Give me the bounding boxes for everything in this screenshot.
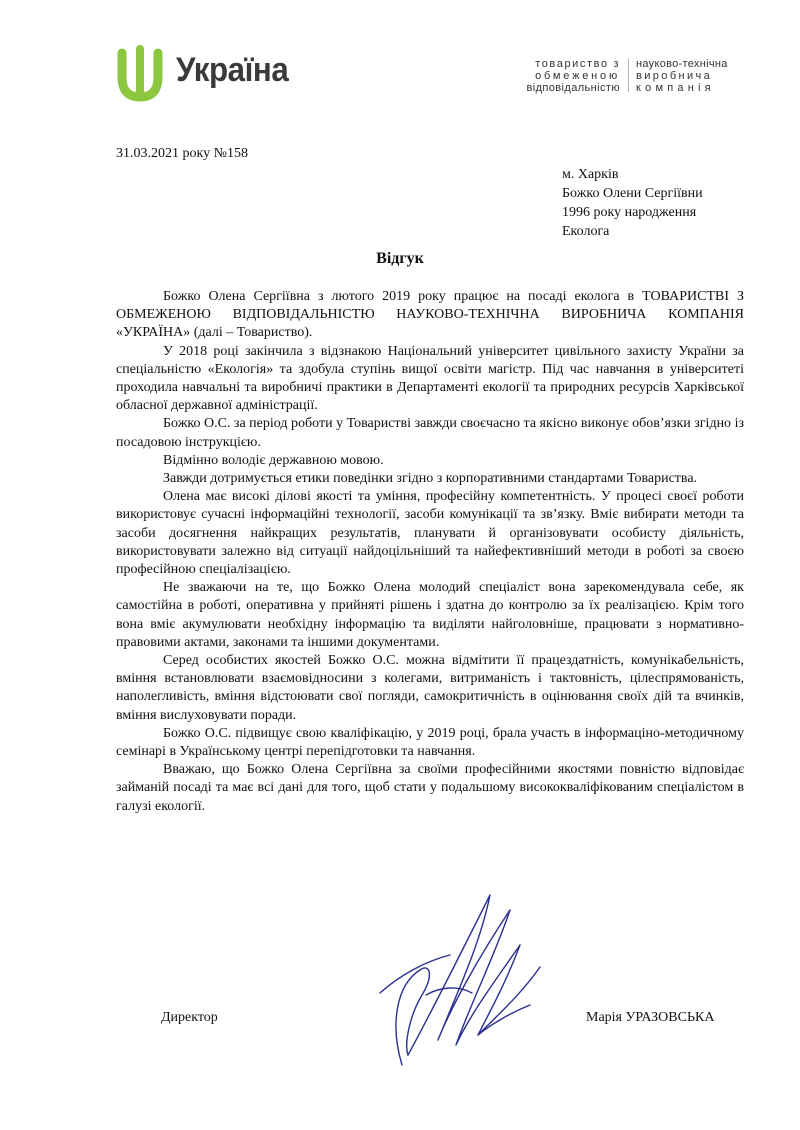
company-right-line: компанія [636,82,715,94]
body-paragraph: Божко Олена Сергіївна з лютого 2019 року працює на посаді еколога в ТОВАРИСТВІ З ОБМЕЖЕНОЮ ВІДПОВІДАЛЬНІСТЮ НАУКОВО-ТЕХНІЧНА ВИРОБНИЧА КОМПАНІЯ «УКРАЇНА» (далі – Товариство). [116,289,744,341]
body-paragraph: Серед особистих якостей Божко О.С. можна відмітити її працездатність, комунікабельність, вміння встановлювати взаємовідносини з колегами, витриманість і тактовність, цілеспрямованість, наполегливість, вміння відстоювати свої погляди, самокритичність в оцінювання своїх дій та вчинків, вміння вислуховувати поради. [116,653,744,723]
body-paragraph: Вважаю, що Божко Олена Сергіївна за своїми професійними якостями повністю відповідає займаній посаді та має всі дані для того, щоб стати у подальшому висококваліфікованим спеціалістом в галузі екології. [116,762,744,814]
body-paragraph: Завжди дотримується етики поведінки згідно з корпоративними стандартами Товариства. [163,471,698,487]
body-paragraph: Божко О.С. за період роботи у Товаристві завжди своєчасно та якісно виконує обов’язки згідно із посадовою інструкцією. [116,416,744,450]
address-line: м. Харків [562,167,619,182]
address-line: 1996 року народження [562,205,697,220]
handwritten-signature [360,875,550,1075]
document-title: Відгук [376,250,424,267]
signature-stroke [408,895,510,1055]
company-left-line: відповідальністю [526,82,620,94]
address-line: Еколога [562,224,610,239]
address-line: Божко Олени Сергіївни [562,186,703,201]
body-paragraph: У 2018 році закінчила з відзнакою Національний університет цивільного захисту України за спеціальністю «Екологія» та здобула ступінь вищої освіти магістр. Під час навчання в університеті проходила навчальні та виробничі практики в Департаменті екології та природних ресурсів Харківської обласної державної адміністрації. [116,343,744,414]
header-divider [628,58,629,92]
company-left-line: товариство з [535,58,620,70]
company-logo-text: Україна [176,51,289,89]
signer-role: Директор [161,1010,218,1025]
company-right-line: виробнича [636,70,713,82]
signature-stroke [426,988,472,995]
body-paragraph: Не зважаючи на те, що Божко Олена молодий спеціаліст вона зарекомендувала себе, як самостійна в роботі, оперативна у прийняті рішень і здатна до контролю за їх реалізацією. Крім того вона вміє акумулювати необхідну інформацію та виділяти найголовніше, працювати з нормативно-правовими актами, законами та іншими документами. [116,580,744,650]
signature-stroke [396,968,429,1065]
body-paragraph: Відмінно володіє державною мовою. [163,452,384,468]
signer-name: Марія УРАЗОВСЬКА [586,1010,715,1025]
letter-body [116,288,744,816]
signature-stroke [478,945,540,1035]
body-paragraph: Божко О.С. підвищує свою кваліфікацію, у 2019 році, брала участь в інформаціно-методичному семінарі в Українському центрі перепідготовки та навчання. [116,725,744,760]
addressee-block [562,165,703,241]
body-paragraph: Олена має високі ділові якості та уміння, професійну компетентність. У процесі своєї роботи використовує сучасні інформаційні технології, засоби комунікації та зв’язку. Вміє вибирати методи та засоби досягнення найкращих результатів, планувати й організовувати особисту діяльність, використовувати залежно від ситуації найдоцільніший та найефективніший методи в роботі за своєю професійною спеціалізацією. [116,489,744,578]
company-left-line: обмеженою [535,70,620,82]
company-logo-icon [117,45,163,105]
document-date-number: 31.03.2021 року №158 [116,146,248,161]
company-right-line: науково-технічна [636,58,728,70]
company-legal-form [500,58,620,94]
company-type [636,58,756,94]
